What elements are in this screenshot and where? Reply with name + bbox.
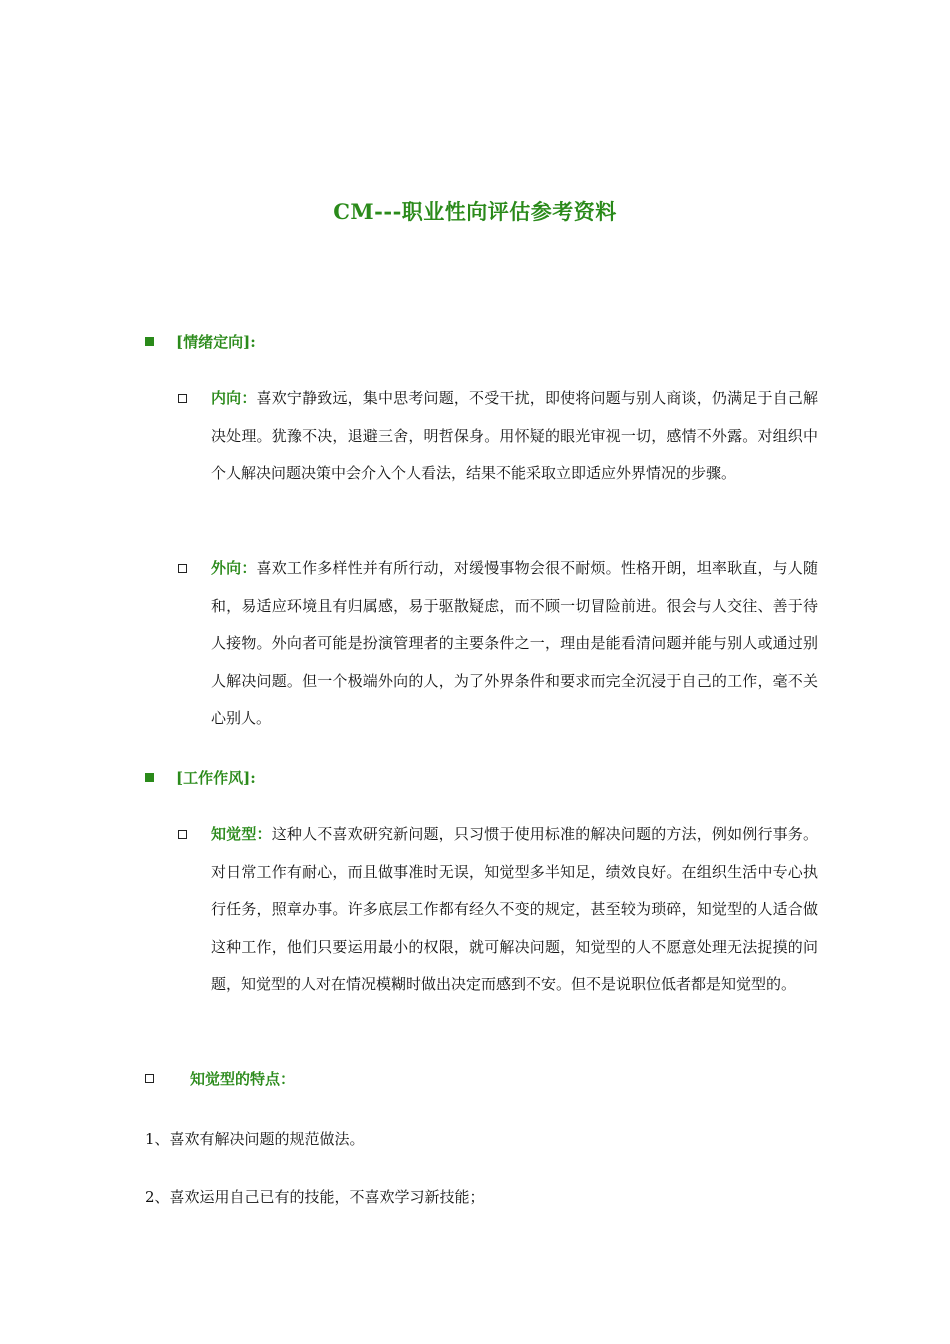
features-heading-label: 知觉型的特点： bbox=[190, 1070, 296, 1088]
list-item: 1、喜欢有解决问题的规范做法。 bbox=[145, 1130, 365, 1148]
entry-extrovert bbox=[178, 550, 818, 738]
hollow-square-bullet-icon bbox=[145, 1074, 154, 1083]
page-title: CM---职业性向评估参考资料 bbox=[333, 199, 617, 224]
entry-text: 喜欢工作多样性并有所行动，对缓慢事物会很不耐烦。性格开朗，坦率耿直，与人随和，易适应环境且有归属感，易于驱散疑虑，而不顾一切冒险前进。很会与人交往、善于待人接物。外向者可能是扮演管理者的主要条件之一，理由是能看清问题并能与别人或通过别人解决问题。但一个极端外向的人，为了外界条件和要求而完全沉浸于自己的工作，毫不关心别人。 bbox=[211, 559, 818, 727]
features-heading bbox=[145, 1068, 295, 1089]
section-heading-work-style bbox=[145, 767, 256, 788]
entry-paragraph bbox=[211, 816, 818, 1004]
entry-paragraph bbox=[211, 380, 818, 493]
entry-term: 知觉型： bbox=[211, 825, 272, 843]
square-bullet-icon bbox=[145, 337, 154, 346]
hollow-square-bullet-icon bbox=[178, 830, 187, 839]
hollow-square-bullet-icon bbox=[178, 564, 187, 573]
list-item: 2、喜欢运用自己已有的技能，不喜欢学习新技能； bbox=[145, 1188, 485, 1206]
entry-paragraph bbox=[211, 550, 818, 738]
section-heading-emotion bbox=[145, 331, 256, 352]
entry-term: 内向： bbox=[211, 389, 257, 407]
entry-text: 这种人不喜欢研究新问题，只习惯于使用标准的解决问题的方法，例如例行事务。对日常工作有耐心，而且做事准时无误，知觉型多半知足，绩效良好。在组织生活中专心执行任务，照章办事。许多底层工作都有经久不变的规定，甚至较为琐碎，知觉型的人适合做这种工作，他们只要运用最小的权限，就可解决问题，知觉型的人不愿意处理无法捉摸的问题，知觉型的人对在情况模糊时做出决定而感到不安。但不是说职位低者都是知觉型的。 bbox=[211, 825, 818, 993]
square-bullet-icon bbox=[145, 773, 154, 782]
entry-introvert bbox=[178, 380, 818, 493]
entry-text: 喜欢宁静致远，集中思考问题，不受干扰，即使将问题与别人商谈，仍满足于自己解决处理。犹豫不决，退避三舍，明哲保身。用怀疑的眼光审视一切，感情不外露。对组织中个人解决问题决策中会介入个人看法，结果不能采取立即适应外界情况的步骤。 bbox=[211, 389, 818, 482]
section-heading-label: [工作作风]: bbox=[176, 769, 256, 787]
entry-term: 外向： bbox=[211, 559, 257, 577]
hollow-square-bullet-icon bbox=[178, 394, 187, 403]
entry-perceptive bbox=[178, 816, 818, 1004]
section-heading-label: [情绪定向]: bbox=[176, 333, 256, 351]
